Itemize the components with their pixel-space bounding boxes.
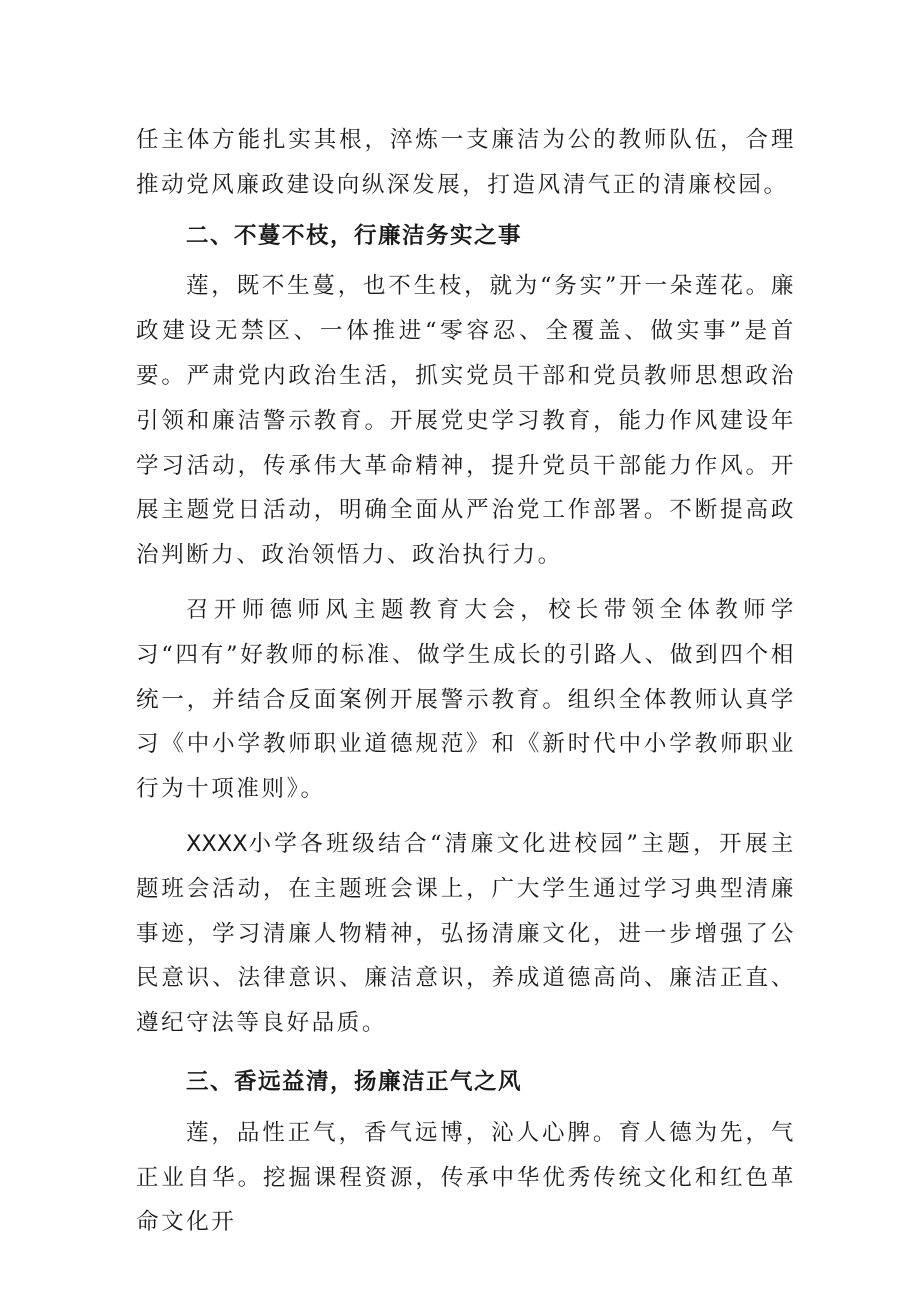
section-2-paragraph-3 <box>136 822 796 1046</box>
section-heading-2: 二、不蔓不枝，行廉洁务实之事 <box>186 222 523 249</box>
section-2-paragraph-2: 召开师德师风主题教育大会，校长带领全体教师学习“四有”好教师的标准、做学生成长的引路人、做到四个相统一，并结合反面案例开展警示教育。组织全体教师认真学习《中小学教师职业道德规范》和《新时代中小学教师职业行为十项准则》。 <box>136 596 796 803</box>
section-3-paragraph-1: 莲，品性正气，香气远博，沁人心脾。育人德为先，气正业自华。挖掘课程资源，传承中华优秀传统文化和红色革命文化开 <box>136 1119 796 1236</box>
school-name-placeholder: XXXX <box>186 830 248 857</box>
document-page <box>136 118 796 1245</box>
section-heading-3: 三、香远益清，扬廉洁正气之风 <box>186 1068 523 1095</box>
intro-paragraph: 任主体方能扎实其根，淬炼一支廉洁为公的教师队伍，合理推动党风廉政建设向纵深发展，打造风清气正的清廉校园。 <box>136 127 796 198</box>
section-2-paragraph-3-text: 小学各班级结合“清廉文化进校园”主题，开展主题班会活动，在主题班会课上，广大学生通过学习典型清廉事迹，学习清廉人物精神，弘扬清廉文化，进一步增强了公民意识、法律意识、廉洁意识，养成道德高尚、廉洁正直、遵纪守法等良好品质。 <box>136 830 796 1037</box>
section-2-paragraph-1: 莲，既不生蔓，也不生枝，就为“务实”开一朵莲花。廉政建设无禁区、一体推进“零容忍、全覆盖、做实事”是首要。严肃党内政治生活，抓实党员干部和党员教师思想政治引领和廉洁警示教育。开展党史学习教育，能力作风建设年学习活动，传承伟大革命精神，提升党员干部能力作风。开展主题党日活动，明确全面从严治党工作部署。不断提高政治判断力、政治领悟力、政治执行力。 <box>136 273 796 569</box>
